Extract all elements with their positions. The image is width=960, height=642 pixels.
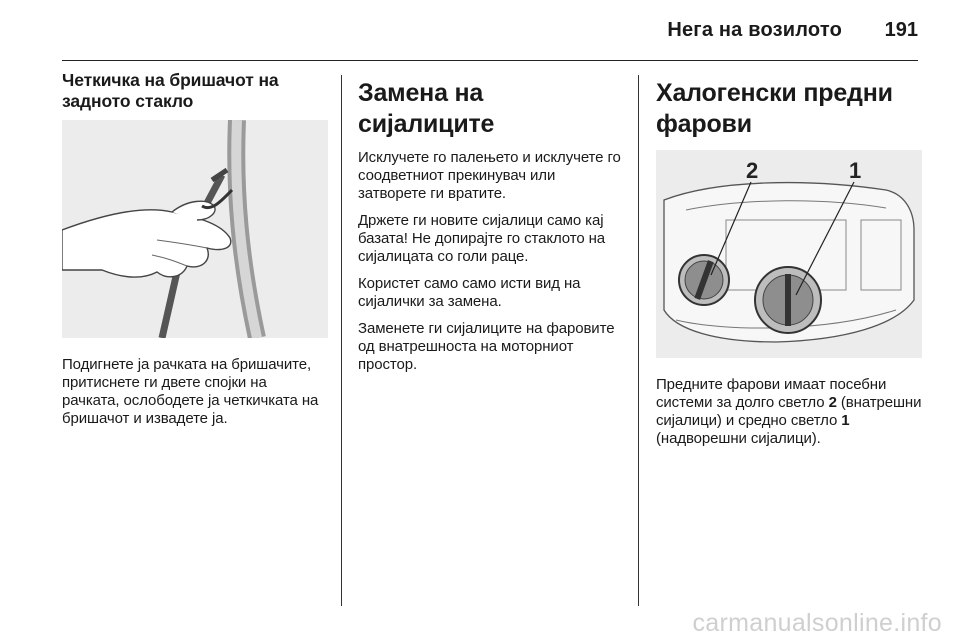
headlight-description xyxy=(656,376,922,448)
headlight-label-1: 1 xyxy=(849,158,862,183)
desc-bold-1: 1 xyxy=(841,412,850,429)
desc-part-1: Предните фарови имаат посебни системи за долго светло xyxy=(656,376,887,411)
rear-wiper-heading: Четкичка на бришачот на задното стакло xyxy=(62,70,279,111)
watermark: carmanualsonline.info xyxy=(692,609,942,637)
header-rule xyxy=(62,60,918,61)
page-number: 191 xyxy=(884,19,918,41)
column-bulb-replacement xyxy=(358,70,624,374)
headlight-label-2: 2 xyxy=(746,158,759,183)
column-rear-wiper xyxy=(62,70,328,428)
halogen-headlights-heading: Халогенски предни фарови xyxy=(656,79,893,138)
rear-wiper-instructions: Подигнете ја рачката на бришачите, притиснете ги двете спојки на рачката, ослободете ја четкичката на бришачот и извадете ја. xyxy=(62,356,319,427)
page-header xyxy=(0,0,960,58)
bulb-replacement-heading: Замена на сијалиците xyxy=(358,79,495,138)
desc-bold-2: 2 xyxy=(828,394,837,411)
column-halogen-headlights xyxy=(656,70,922,448)
desc-part-2: (внатрешни сијалици) и средно светло xyxy=(656,394,922,429)
bulb-paragraph-2: Држете ги новите сијалици само кај базата! Не допирајте го стаклото на сијалицата со голи раце. xyxy=(358,212,606,265)
bulb-paragraph-1: Исклучете го палењето и исклучете го соодветниот прекинувач или затворете ги вратите. xyxy=(358,149,621,202)
column-divider-2 xyxy=(638,75,639,606)
headlight-illustration xyxy=(656,150,922,358)
rear-wiper-illustration xyxy=(62,120,328,338)
bulb-paragraph-3: Користет само само исти вид на сијалички за замена. xyxy=(358,275,581,310)
header-title: Нега на возилото xyxy=(667,19,842,41)
desc-part-3: (надворешни сијалици). xyxy=(656,430,821,447)
bulb-paragraph-4: Заменете ги сијалиците на фаровите од внатрешноста на моторниот простор. xyxy=(358,320,615,373)
column-divider-1 xyxy=(341,75,342,606)
